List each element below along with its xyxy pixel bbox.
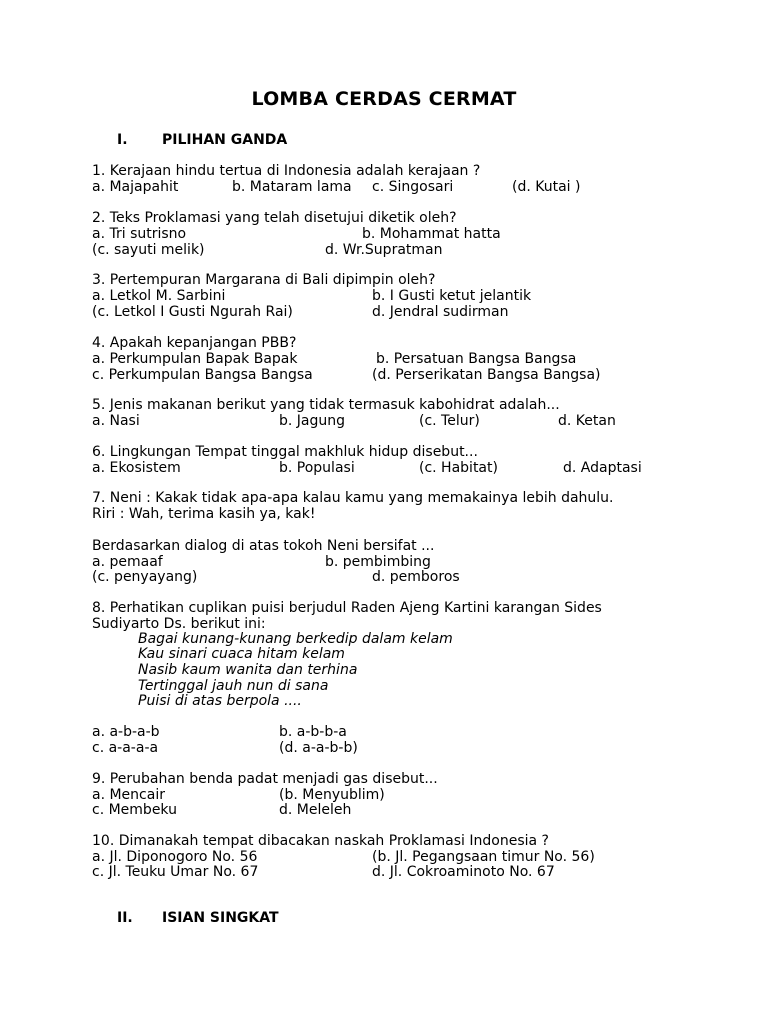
- question-8: 8. Perhatikan cuplikan puisi berjudul Raden Ajeng Kartini karangan Sides: [92, 600, 602, 616]
- q4-option-a: a. Perkumpulan Bapak Bapak: [92, 351, 298, 367]
- q7-option-b: b. pembimbing: [325, 554, 431, 570]
- q6-option-a: a. Ekosistem: [92, 460, 181, 476]
- q6-option-b: b. Populasi: [279, 460, 355, 476]
- q3-option-d: d. Jendral sudirman: [372, 304, 509, 320]
- q1-option-c: c. Singosari: [372, 179, 454, 195]
- q9-option-d: d. Meleleh: [279, 802, 352, 818]
- question-6: 6. Lingkungan Tempat tinggal makhluk hidup disebut...: [92, 444, 478, 460]
- question-4: 4. Apakah kepanjangan PBB?: [92, 335, 297, 351]
- q5-option-d: d. Ketan: [558, 413, 616, 429]
- poem-line-1: Bagai kunang-kunang berkedip dalam kelam: [138, 631, 453, 647]
- q5-option-a: a. Nasi: [92, 413, 140, 429]
- q3-option-c: (c. Letkol I Gusti Ngurah Rai): [92, 304, 293, 320]
- q9-option-b: (b. Menyublim): [279, 787, 385, 803]
- section-heading-isian-singkat: [117, 910, 279, 926]
- question-7: 7. Neni : Kakak tidak apa-apa kalau kamu yang memakainya lebih dahulu.: [92, 490, 614, 506]
- question-7-line-2: Riri : Wah, terima kasih ya, kak!: [92, 506, 316, 522]
- q5-option-c: (c. Telur): [419, 413, 480, 429]
- q7-option-c: (c. penyayang): [92, 569, 198, 585]
- q6-option-d: d. Adaptasi: [563, 460, 642, 476]
- q8-option-a: a. a-b-a-b: [92, 724, 160, 740]
- q9-option-c: c. Membeku: [92, 802, 177, 818]
- poem-line-4: Tertinggal jauh nun di sana: [138, 678, 329, 694]
- q7-option-a: a. pemaaf: [92, 554, 163, 570]
- question-10: 10. Dimanakah tempat dibacakan naskah Proklamasi Indonesia ?: [92, 833, 549, 849]
- q3-option-a: a. Letkol M. Sarbini: [92, 288, 226, 304]
- question-9: 9. Perubahan benda padat menjadi gas disebut...: [92, 771, 438, 787]
- q2-option-a: a. Tri sutrisno: [92, 226, 187, 242]
- q2-option-b: b. Mohammat hatta: [362, 226, 501, 242]
- section-heading-pilihan-ganda: [117, 132, 287, 148]
- document-title: LOMBA CERDAS CERMAT: [251, 88, 517, 110]
- question-5: 5. Jenis makanan berikut yang tidak termasuk kabohidrat adalah...: [92, 397, 560, 413]
- q10-option-b: (b. Jl. Pegangsaan timur No. 56): [372, 849, 595, 865]
- q8-option-d: (d. a-a-b-b): [279, 740, 358, 756]
- poem-line-2: Kau sinari cuaca hitam kelam: [138, 646, 345, 662]
- poem-line-5: Puisi di atas berpola ....: [138, 693, 302, 709]
- q4-option-b: b. Persatuan Bangsa Bangsa: [376, 351, 577, 367]
- q6-option-c: (c. Habitat): [419, 460, 498, 476]
- poem-line-3: Nasib kaum wanita dan terhina: [138, 662, 358, 678]
- q1-option-a: a. Majapahit: [92, 179, 179, 195]
- question-3: 3. Pertempuran Margarana di Bali dipimpin oleh?: [92, 272, 436, 288]
- q4-option-c: c. Perkumpulan Bangsa Bangsa: [92, 367, 313, 383]
- section-label: PILIHAN GANDA: [162, 132, 288, 148]
- q7-option-d: d. pemboros: [372, 569, 460, 585]
- q8-option-c: c. a-a-a-a: [92, 740, 159, 756]
- question-8-line-2: Sudiyarto Ds. berikut ini:: [92, 616, 266, 632]
- q5-option-b: b. Jagung: [279, 413, 346, 429]
- q2-option-c: (c. sayuti melik): [92, 242, 205, 258]
- q3-option-b: b. I Gusti ketut jelantik: [372, 288, 532, 304]
- q9-option-a: a. Mencair: [92, 787, 165, 803]
- q8-option-b: b. a-b-b-a: [279, 724, 347, 740]
- question-1: 1. Kerajaan hindu tertua di Indonesia adalah kerajaan ?: [92, 163, 481, 179]
- q1-option-d: (d. Kutai ): [512, 179, 581, 195]
- q10-option-c: c. Jl. Teuku Umar No. 67: [92, 864, 259, 880]
- section-label: ISIAN SINGKAT: [162, 910, 279, 926]
- section-number: II.: [117, 910, 133, 926]
- question-7-line-3: Berdasarkan dialog di atas tokoh Neni bersifat ...: [92, 538, 435, 554]
- q4-option-d: (d. Perserikatan Bangsa Bangsa): [372, 367, 601, 383]
- q10-option-d: d. Jl. Cokroaminoto No. 67: [372, 864, 555, 880]
- q10-option-a: a. Jl. Diponogoro No. 56: [92, 849, 258, 865]
- q2-option-d: d. Wr.Supratman: [325, 242, 443, 258]
- question-2: 2. Teks Proklamasi yang telah disetujui diketik oleh?: [92, 210, 457, 226]
- section-number: I.: [117, 132, 128, 148]
- q1-option-b: b. Mataram lama: [232, 179, 352, 195]
